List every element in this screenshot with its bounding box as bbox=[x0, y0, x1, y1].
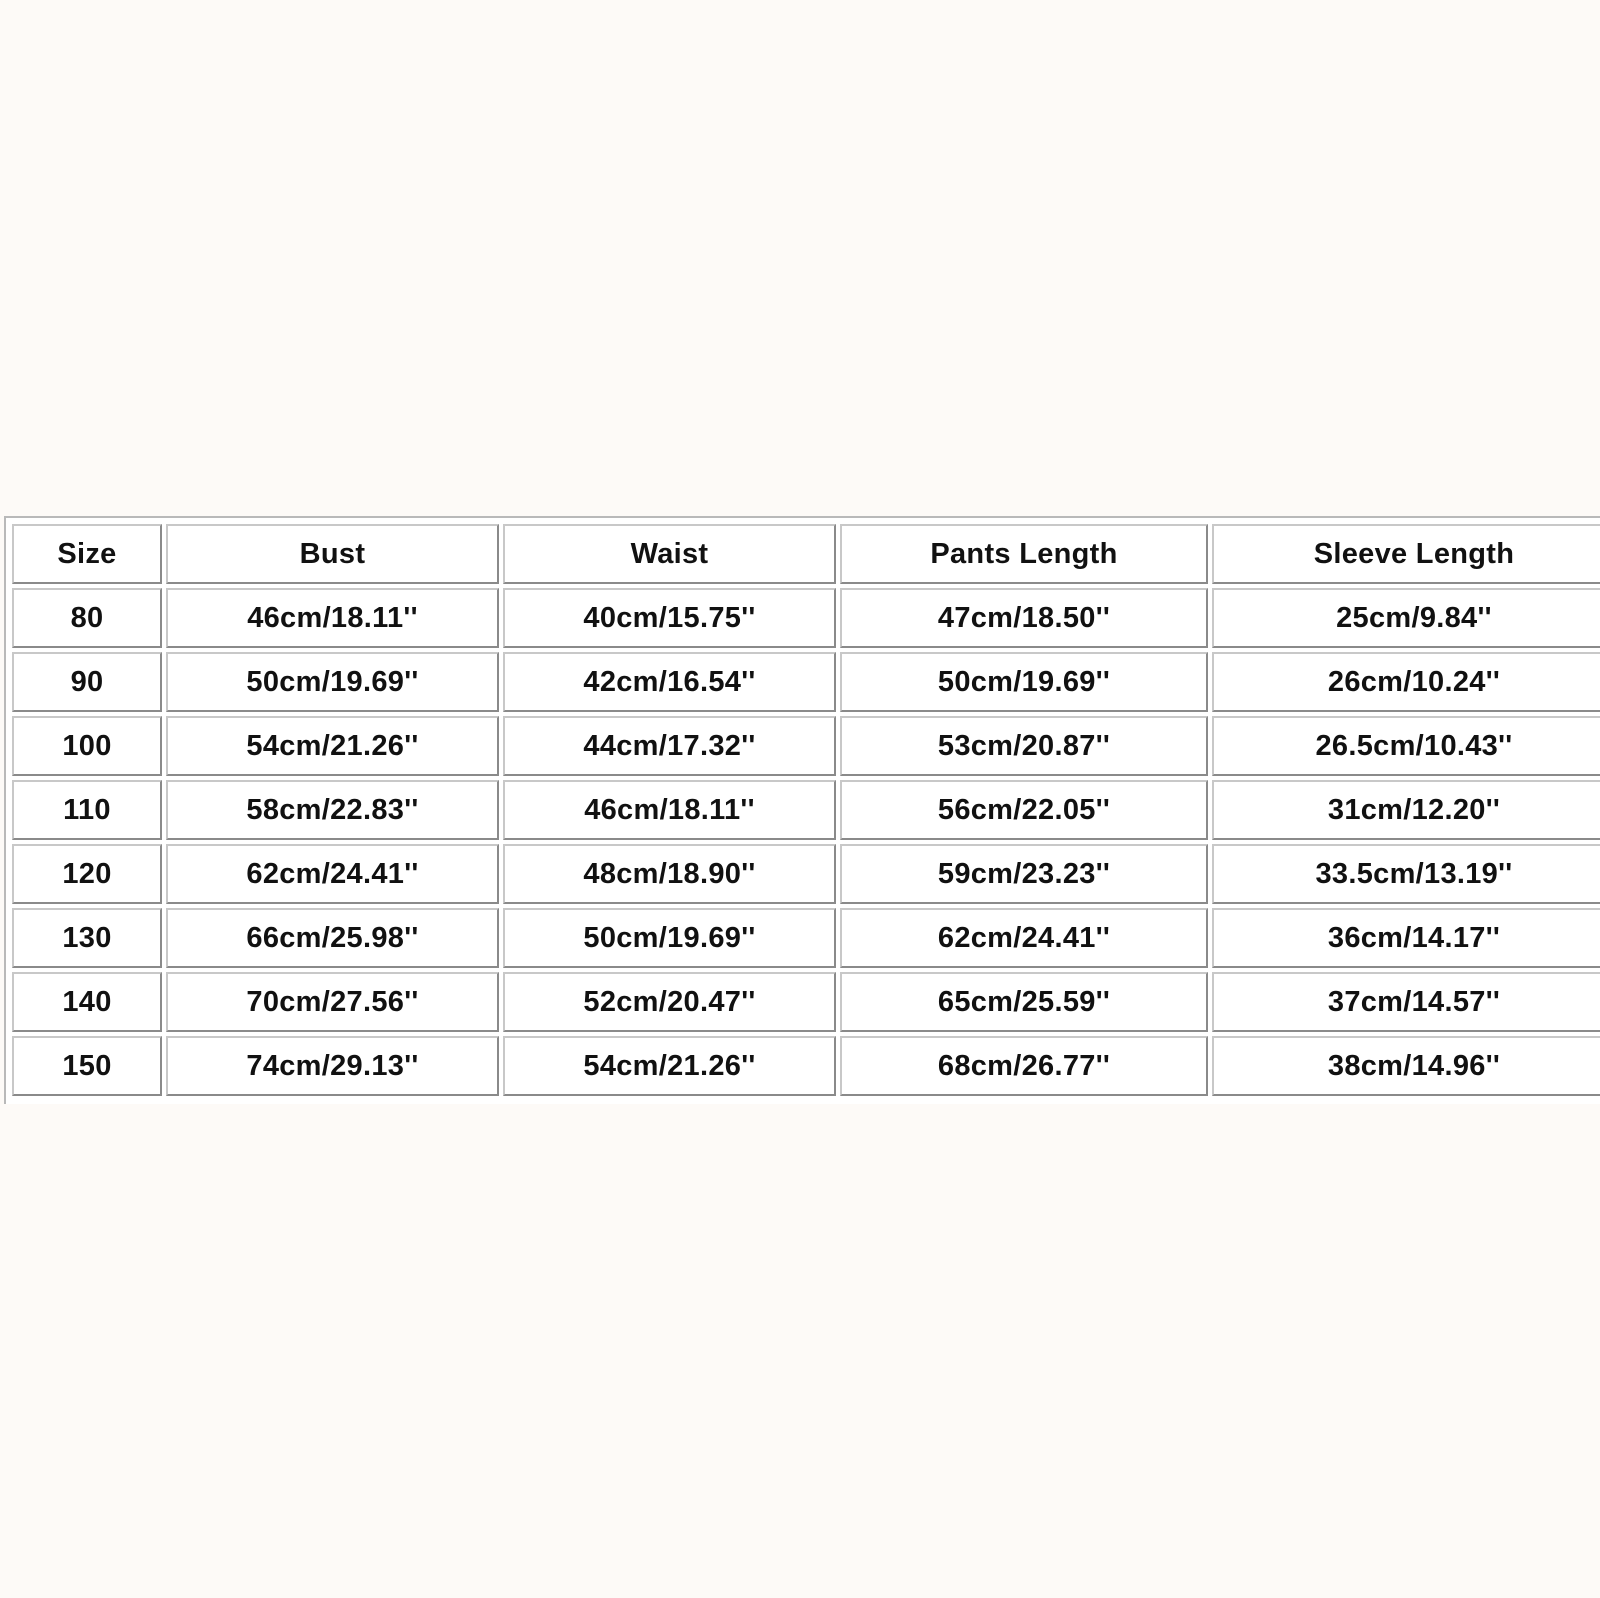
size-cell: 150 bbox=[12, 1036, 162, 1096]
header-bust: Bust bbox=[166, 524, 499, 584]
header-sleeve-length-label: Sleeve Length bbox=[1313, 537, 1515, 570]
size-chart-container bbox=[4, 516, 1600, 1104]
size-cell: 140 bbox=[12, 972, 162, 1032]
sleeve-length-value: 26cm/10.24'' bbox=[1327, 665, 1501, 698]
waist-cell: 46cm/18.11'' bbox=[503, 780, 836, 840]
header-sleeve-length bbox=[1212, 524, 1600, 584]
sleeve-length-cell bbox=[1212, 844, 1600, 904]
bust-cell: 58cm/22.83'' bbox=[166, 780, 499, 840]
pants-length-cell: 53cm/20.87'' bbox=[840, 716, 1208, 776]
pants-length-cell: 56cm/22.05'' bbox=[840, 780, 1208, 840]
table-row bbox=[12, 908, 1600, 968]
waist-cell: 52cm/20.47'' bbox=[503, 972, 836, 1032]
pants-length-cell: 50cm/19.69'' bbox=[840, 652, 1208, 712]
size-cell: 100 bbox=[12, 716, 162, 776]
bust-cell: 74cm/29.13'' bbox=[166, 1036, 499, 1096]
sleeve-length-cell bbox=[1212, 972, 1600, 1032]
sleeve-length-value: 36cm/14.17'' bbox=[1327, 921, 1501, 954]
size-cell: 110 bbox=[12, 780, 162, 840]
sleeve-length-value: 33.5cm/13.19'' bbox=[1315, 857, 1513, 890]
header-row bbox=[12, 524, 1600, 584]
waist-cell: 44cm/17.32'' bbox=[503, 716, 836, 776]
waist-cell: 54cm/21.26'' bbox=[503, 1036, 836, 1096]
header-pants-length: Pants Length bbox=[840, 524, 1208, 584]
table-row bbox=[12, 1036, 1600, 1096]
size-cell: 120 bbox=[12, 844, 162, 904]
waist-cell: 40cm/15.75'' bbox=[503, 588, 836, 648]
bust-cell: 50cm/19.69'' bbox=[166, 652, 499, 712]
table-row bbox=[12, 844, 1600, 904]
header-waist: Waist bbox=[503, 524, 836, 584]
sleeve-length-cell bbox=[1212, 716, 1600, 776]
table-row bbox=[12, 652, 1600, 712]
table-row bbox=[12, 780, 1600, 840]
pants-length-cell: 62cm/24.41'' bbox=[840, 908, 1208, 968]
header-size: Size bbox=[12, 524, 162, 584]
waist-cell: 48cm/18.90'' bbox=[503, 844, 836, 904]
table-row bbox=[12, 972, 1600, 1032]
size-cell: 90 bbox=[12, 652, 162, 712]
sleeve-length-value: 26.5cm/10.43'' bbox=[1315, 729, 1513, 762]
size-cell: 80 bbox=[12, 588, 162, 648]
sleeve-length-cell bbox=[1212, 588, 1600, 648]
sleeve-length-cell bbox=[1212, 652, 1600, 712]
table-row bbox=[12, 716, 1600, 776]
sleeve-length-cell bbox=[1212, 908, 1600, 968]
waist-cell: 50cm/19.69'' bbox=[503, 908, 836, 968]
pants-length-cell: 65cm/25.59'' bbox=[840, 972, 1208, 1032]
table-row bbox=[12, 588, 1600, 648]
sleeve-length-cell bbox=[1212, 780, 1600, 840]
bust-cell: 62cm/24.41'' bbox=[166, 844, 499, 904]
waist-cell: 42cm/16.54'' bbox=[503, 652, 836, 712]
sleeve-length-value: 38cm/14.96'' bbox=[1327, 1049, 1501, 1082]
sleeve-length-value: 37cm/14.57'' bbox=[1327, 985, 1501, 1018]
pants-length-cell: 68cm/26.77'' bbox=[840, 1036, 1208, 1096]
sleeve-length-value: 25cm/9.84'' bbox=[1336, 601, 1492, 634]
size-cell: 130 bbox=[12, 908, 162, 968]
sleeve-length-cell bbox=[1212, 1036, 1600, 1096]
sleeve-length-value: 31cm/12.20'' bbox=[1327, 793, 1501, 826]
bust-cell: 66cm/25.98'' bbox=[166, 908, 499, 968]
pants-length-cell: 59cm/23.23'' bbox=[840, 844, 1208, 904]
pants-length-cell: 47cm/18.50'' bbox=[840, 588, 1208, 648]
bust-cell: 70cm/27.56'' bbox=[166, 972, 499, 1032]
bust-cell: 46cm/18.11'' bbox=[166, 588, 499, 648]
size-chart-table bbox=[8, 520, 1600, 1100]
bust-cell: 54cm/21.26'' bbox=[166, 716, 499, 776]
